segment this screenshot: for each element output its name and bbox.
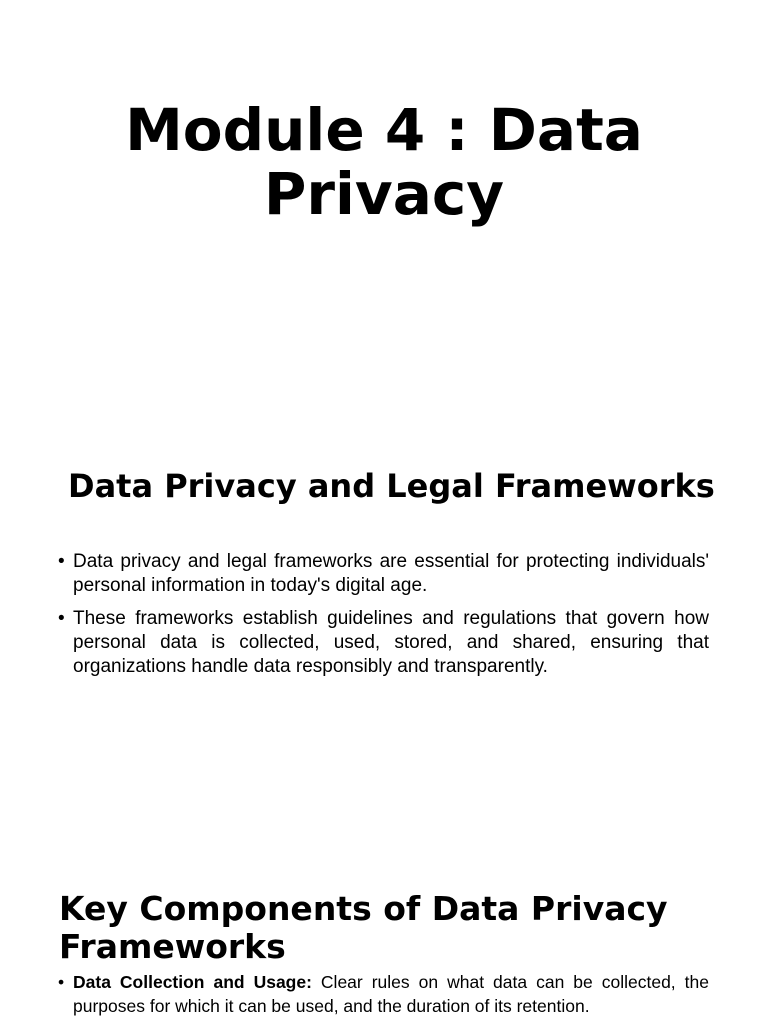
bullet-list (58, 550, 709, 688)
bullet-text: Data privacy and legal frameworks are essential for protecting individuals' personal information in today's digital age. (73, 551, 709, 596)
slide-heading: Data Privacy and Legal Frameworks (68, 467, 715, 505)
module-title: Module 4 : Data Privacy (125, 96, 643, 228)
bullet-marker: • (58, 551, 65, 572)
bullet-marker: • (58, 608, 65, 629)
bullet-list (58, 970, 709, 1024)
slide-heading: Key Components of Data Privacy Frameworks (59, 889, 668, 966)
bullet-marker: • (58, 972, 65, 992)
slide-title (0, 0, 768, 340)
bullet-text: Clear rules on what data can be collected, the purposes for which it can be used, and the duration of its retention. (73, 972, 709, 1016)
bullet-item (58, 970, 709, 1018)
slide-data-privacy-legal-frameworks (0, 448, 768, 748)
slide-key-components (0, 880, 768, 1024)
bullet-text: These frameworks establish guidelines and regulations that govern how personal data is collected, used, stored, and shared, ensuring that organizations handle data responsibly and transparently. (73, 608, 709, 677)
bullet-item (58, 550, 709, 598)
bullet-term: Data Collection and Usage: (73, 972, 312, 992)
bullet-item (58, 607, 709, 679)
